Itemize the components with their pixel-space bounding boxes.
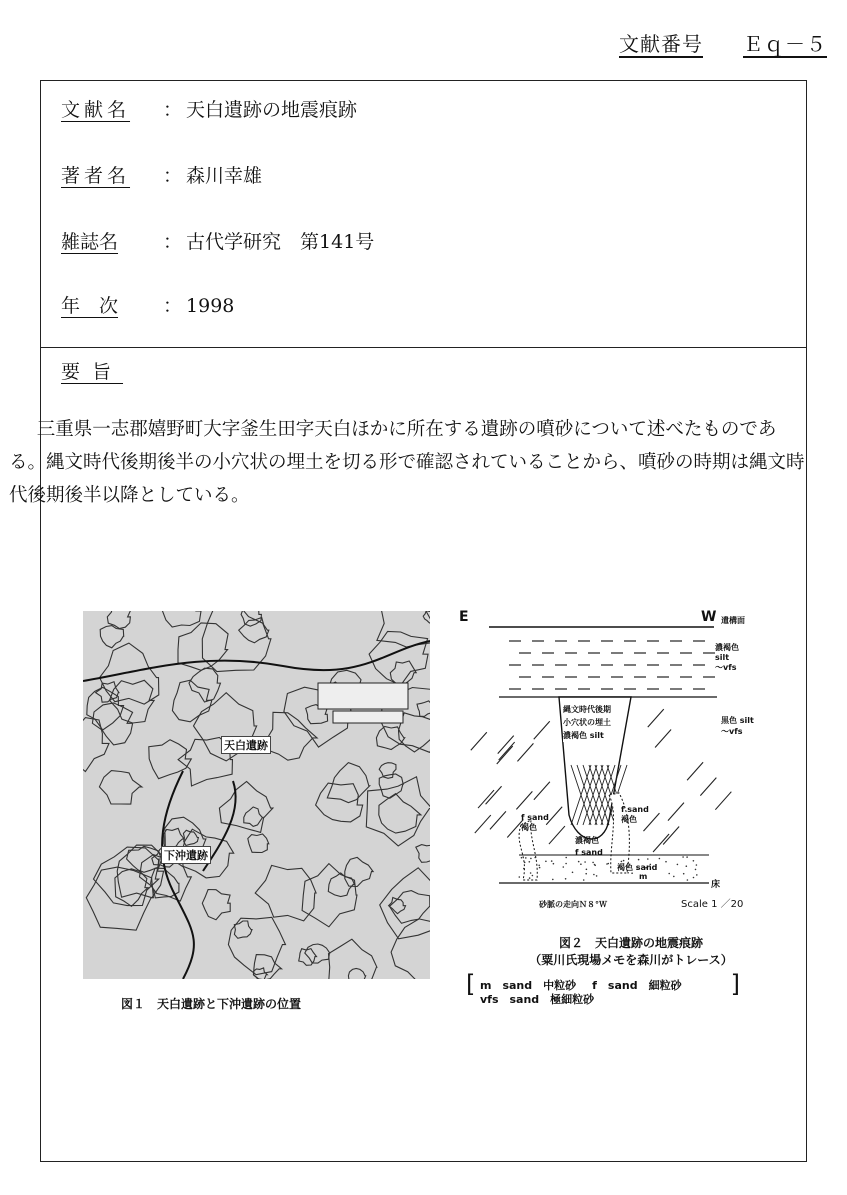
document-frame — [9, 80, 807, 1162]
bedding-line — [499, 742, 515, 760]
bedding-line — [700, 778, 716, 796]
bedding-line — [516, 791, 532, 809]
meta-author-value: 森川幸雄 — [186, 165, 263, 187]
legend-row — [480, 979, 726, 993]
sand-dot — [594, 864, 596, 866]
section-strike-label: 砂脈の走向Ｎ８°Ｗ — [539, 900, 607, 909]
bedding-line — [478, 790, 494, 808]
sand-dot — [586, 869, 588, 871]
sand-dot — [530, 872, 532, 874]
section-upper-layer-label — [715, 643, 739, 673]
pit-fill-line: 濃褐色 silt — [563, 731, 604, 740]
meta-year-label: 年 次 — [61, 295, 119, 317]
legend-item-very-fine-sand: vfs sand 極細粒砂 — [480, 993, 595, 1006]
legend-bracket-left: [ — [466, 970, 476, 998]
sand-dot — [519, 876, 521, 878]
map-label-shimonoki: 下沖遺跡 — [161, 846, 211, 864]
figure1-caption: 図１ 天白遺跡と下沖遺跡の位置 — [121, 997, 302, 1011]
sand-dot — [686, 865, 688, 867]
bedding-line — [475, 815, 491, 833]
figure2-caption — [481, 935, 781, 969]
sand-dot — [565, 863, 567, 865]
upper-layer-line: silt — [715, 653, 730, 662]
bedding-line — [490, 811, 506, 829]
sand-dot — [529, 861, 531, 863]
bedding-line — [715, 792, 731, 810]
section-floor-label: 床 — [711, 880, 721, 890]
sand-dot — [677, 864, 679, 866]
pit-fill-line: 縄文時代後期 — [563, 705, 611, 714]
bedding-line — [497, 746, 513, 764]
sand-dot — [673, 876, 675, 878]
meta-colon: ： — [163, 165, 183, 187]
legend-item-fine-sand: f sand 細粒砂 — [592, 979, 682, 992]
section-divider — [41, 347, 806, 348]
sand-dot — [596, 875, 598, 877]
sand-dot — [525, 857, 527, 859]
sand-dot — [695, 869, 697, 871]
sand-left-line: f sand — [521, 813, 549, 822]
sand-dot — [621, 861, 623, 863]
sand-right-line: 褐色 — [621, 815, 637, 824]
bedding-line — [687, 762, 703, 780]
sand-dot — [521, 857, 523, 859]
section-black-layer-label — [721, 715, 754, 737]
bedding-line — [517, 743, 533, 761]
section-bottom-label — [617, 863, 657, 881]
section-surface-label: 遺構面 — [721, 616, 745, 625]
bedding-line — [655, 729, 671, 747]
section-sand-left-label — [521, 813, 549, 833]
meta-colon: ： — [163, 231, 183, 253]
meta-journal-label: 雑誌名 — [61, 231, 119, 253]
sand-dot — [623, 860, 625, 862]
bottom-label-part: m — [639, 872, 648, 881]
sand-dot — [538, 865, 540, 867]
sand-dot — [529, 877, 531, 879]
sand-dot — [668, 873, 670, 875]
sand-dot — [552, 879, 554, 881]
upper-layer-line: ～vfs — [715, 663, 737, 672]
sand-dot — [523, 868, 525, 870]
meta-title-label: 文献名 — [61, 99, 131, 121]
bedding-line — [668, 803, 684, 821]
sand-dot — [665, 861, 667, 863]
legend-item-medium-sand: m sand 中粒砂 — [480, 979, 577, 992]
sand-dot — [534, 857, 536, 859]
sand-dot — [696, 864, 698, 866]
map-label-tenpaku: 天白遺跡 — [221, 736, 271, 754]
sand-dot — [647, 858, 649, 860]
meta-journal-value: 古代学研究 第141号 — [186, 231, 375, 253]
mid-label-line: f sand — [575, 848, 603, 857]
meta-year-value: 1998 — [186, 295, 235, 317]
pit-fill-line: 小穴状の埋土 — [563, 718, 611, 727]
sand-dot — [659, 858, 661, 860]
meta-author-label: 著者名 — [61, 165, 131, 187]
upper-layer-line: 濃褐色 — [715, 643, 739, 652]
sand-dot — [578, 861, 580, 863]
topographic-map — [83, 611, 430, 979]
bedding-line — [498, 736, 514, 754]
document-number-value: Ｅｑ－５ — [743, 32, 827, 56]
figure2-caption-line2: （粟川氏現場メモを森川がトレース） — [529, 953, 733, 967]
legend-row — [480, 993, 726, 1007]
sand-dot — [551, 860, 553, 862]
legend-bracket-right: ] — [730, 970, 740, 998]
bottom-label-part: sand — [635, 863, 658, 872]
sand-dot — [686, 856, 688, 858]
sand-dot — [553, 863, 555, 865]
summary-heading: 要旨 — [61, 361, 124, 383]
bedding-line — [653, 834, 669, 852]
grain-size-legend — [466, 970, 740, 1007]
sand-right-line: f sand — [621, 805, 649, 814]
sand-dot — [693, 877, 695, 879]
sand-dot — [545, 861, 547, 863]
document-number-label: 文献番号 — [619, 32, 703, 56]
black-layer-line: 黒色 silt — [721, 716, 754, 725]
sand-dot — [585, 873, 587, 875]
sand-dot — [583, 879, 585, 881]
sand-dot — [592, 862, 594, 864]
sand-dot — [565, 878, 567, 880]
cross-section-figure — [459, 609, 759, 915]
bedding-line — [534, 721, 550, 739]
sand-dot — [580, 863, 582, 865]
bottom-label-part: 褐色 — [617, 863, 633, 872]
bedding-line — [663, 827, 679, 845]
section-sand-right-label — [621, 805, 649, 825]
section-east-label: E — [459, 609, 469, 625]
sand-dot — [696, 874, 698, 876]
summary-text — [9, 413, 809, 512]
sand-dot — [606, 863, 608, 865]
meta-title-row — [61, 95, 357, 122]
summary-paragraph: 三重県一志郡嬉野町大字釜生田字天白ほかに所在する遺跡の噴砂について述べたものである。縄文時代後期後半の小穴状の埋土を切る形で確認されていることから、噴砂の時期は縄文時代後期後半以降としている。 — [9, 419, 805, 506]
cross-section-drawing — [459, 615, 759, 915]
sand-left-line: 褐色 — [521, 823, 537, 832]
meta-author-row — [61, 161, 262, 188]
meta-title-value: 天白遺跡の地震痕跡 — [186, 99, 358, 121]
figure2-caption-line1: 図２ 天白遺跡の地震痕跡 — [558, 936, 703, 950]
sand-dot — [539, 867, 541, 869]
bedding-line — [471, 732, 487, 750]
sand-dot — [693, 860, 695, 862]
bedding-line — [534, 782, 550, 800]
section-pit-fill-label — [563, 703, 611, 742]
document-number — [619, 28, 827, 57]
sand-dot — [565, 857, 567, 859]
black-layer-line: ～vfs — [721, 727, 743, 736]
bedding-line — [486, 786, 502, 804]
bedding-line — [549, 826, 565, 844]
sand-dot — [530, 858, 532, 860]
sand-dot — [638, 859, 640, 861]
sand-dot — [532, 875, 534, 877]
sand-dot — [572, 872, 574, 874]
mid-label-line: 濃褐色 — [575, 836, 599, 845]
sand-dot — [524, 862, 526, 864]
section-mid-label — [575, 835, 603, 859]
meta-colon: ： — [163, 295, 183, 317]
section-scale-label: Scale 1 ／20 — [681, 899, 744, 910]
section-west-label: W — [701, 609, 717, 625]
sand-dot — [682, 856, 684, 858]
meta-journal-row — [61, 227, 374, 254]
bedding-line — [648, 709, 664, 727]
sand-dot — [584, 861, 586, 863]
meta-colon: ： — [163, 99, 183, 121]
sand-dot — [687, 879, 689, 881]
location-map-figure — [83, 611, 430, 979]
meta-year-row — [61, 291, 234, 318]
sand-dot — [563, 866, 565, 868]
sand-dot — [683, 873, 685, 875]
sand-dot — [593, 874, 595, 876]
